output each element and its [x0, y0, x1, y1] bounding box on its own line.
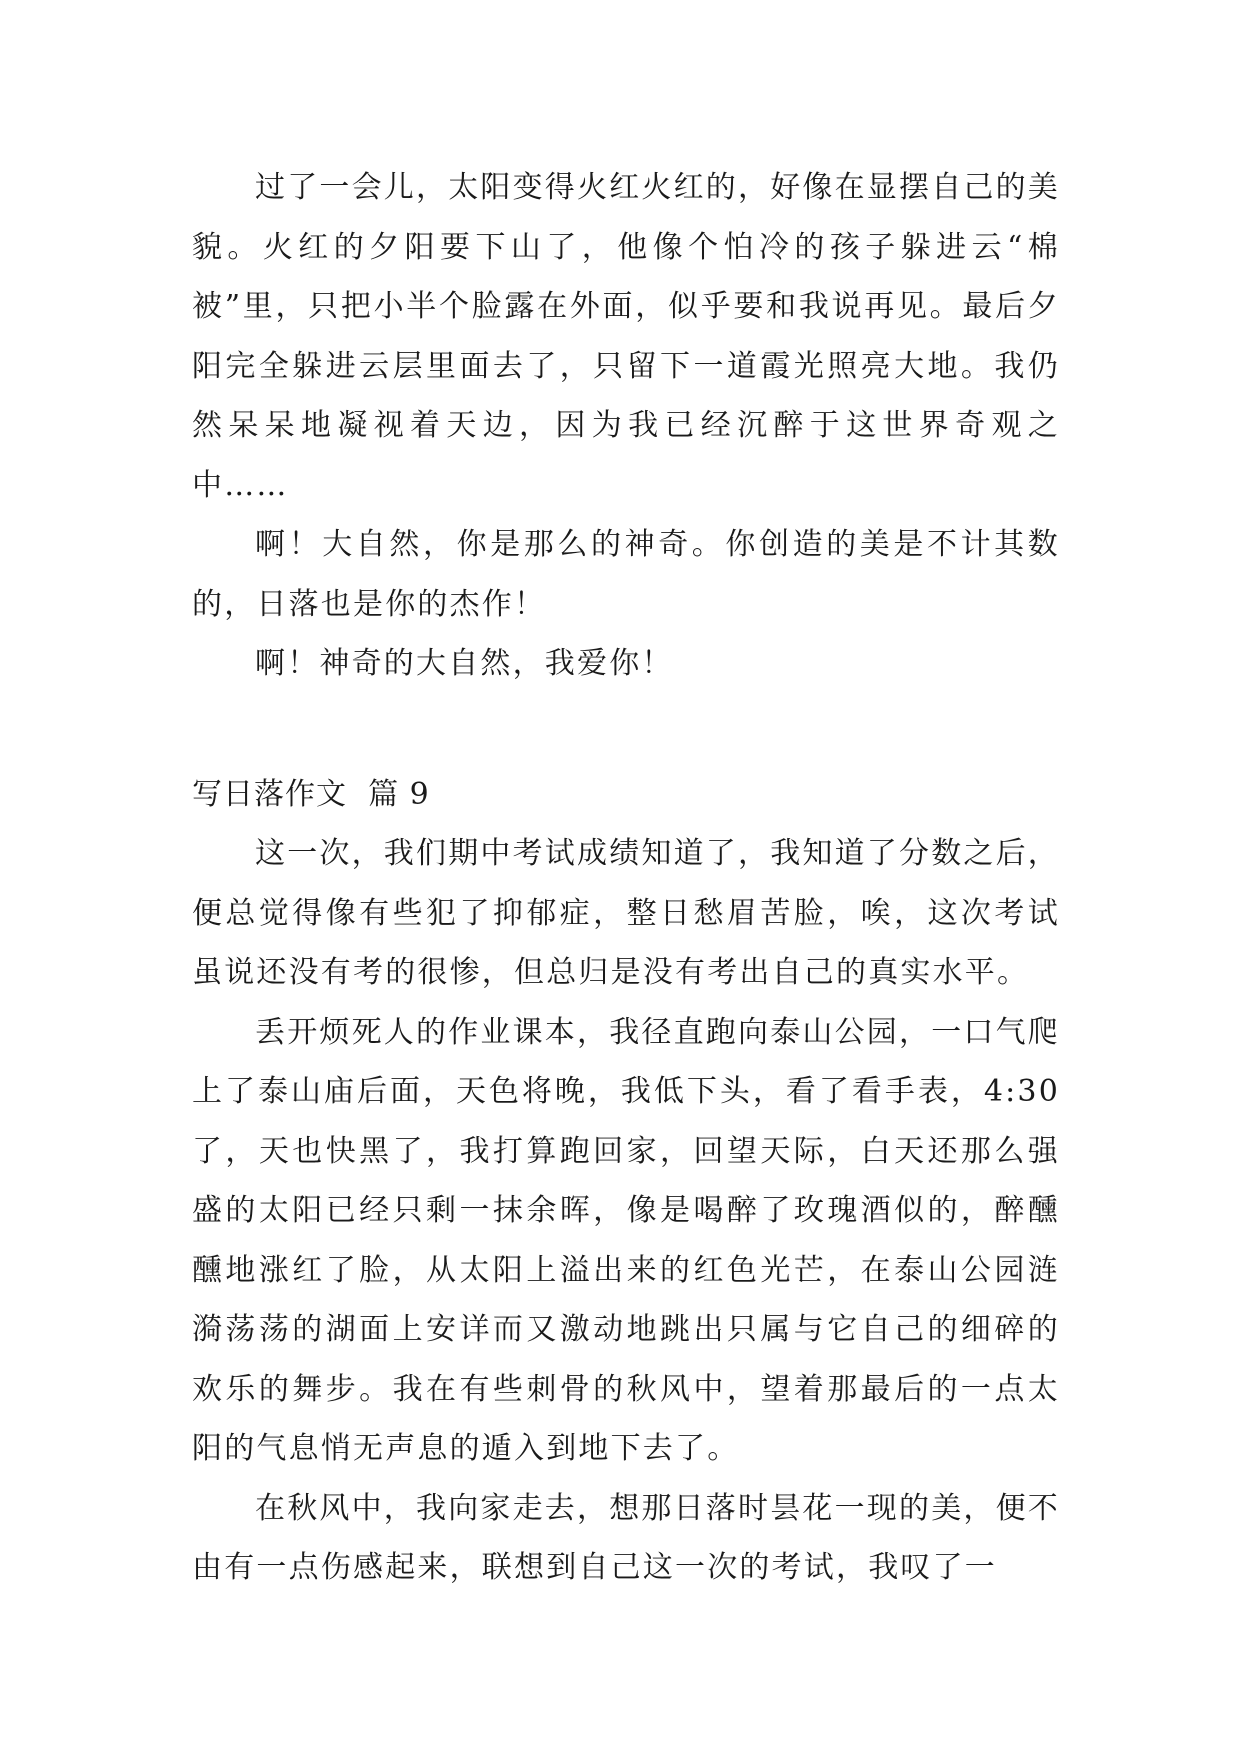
paragraph-exam-result: 这一次，我们期中考试成绩知道了，我知道了分数之后，便总觉得像有些犯了抑郁症，整日愁眉苦脸，唉，这次考试虽说还没有考的很惨，但总归是没有考出自己的真实水平。 [192, 836, 1060, 990]
paragraph-park-sunset: 丢开烦死人的作业课本，我径直跑向泰山公园，一口气爬上了泰山庙后面，天色将晚，我低下头，看了看手表，4:30 了，天也快黑了，我打算跑回家，回望天际，白天还那么强盛的太阳已经只剩一抹余晖，像是喝醉了玫瑰酒似的，醉醺醺地涨红了脸，从太阳上溢出来的红色光芒，在泰山公园涟漪荡荡的湖面上安详而又激动地跳出只属与它自己的细碎的欢乐的舞步。我在有些刺骨的秋风中，望着那最后的一点太阳的气息悄无声息的遁入到地下去了。 [192, 1014, 1060, 1466]
section-heading: 写日落作文 篇 9 [192, 776, 430, 812]
paragraph-nature-praise: 啊！大自然，你是那么的神奇。你创造的美是不计其数的，日落也是你的杰作！ [192, 527, 1060, 622]
paragraph-sunset-description: 过了一会儿，太阳变得火红火红的，好像在显摆自己的美貌。火红的夕阳要下山了，他像个怕冷的孩子躲进云“棉被”里，只把小半个脸露在外面，似乎要和我说再见。最后夕阳完全躲进云层里面去了，只留下一道霞光照亮大地。我仍然呆呆地凝视着天边，因为我已经沉醉于这世界奇观之中…… [192, 170, 1060, 503]
paragraph-walk-home: 在秋风中，我向家走去，想那日落时昙花一现的美，便不由有一点伤感起来，联想到自己这一次的考试，我叹了一 [192, 1490, 1060, 1585]
paragraph-love-nature: 啊！神奇的大自然，我爱你！ [255, 646, 674, 681]
document-body [192, 158, 1060, 1598]
